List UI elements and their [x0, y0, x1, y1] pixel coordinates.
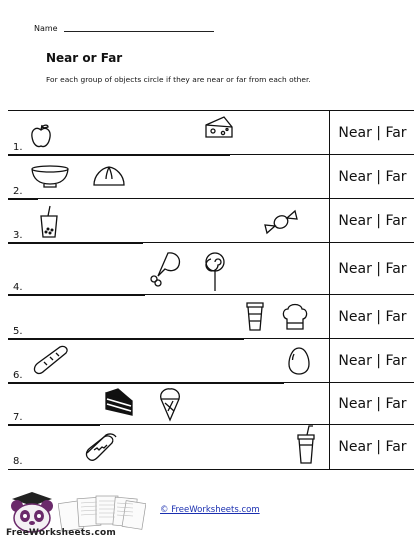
- row-number: 1.: [13, 142, 23, 153]
- row-number: 8.: [13, 456, 23, 467]
- worksheet-row-6: [8, 338, 414, 383]
- row-number: 5.: [13, 326, 23, 337]
- near-far-answer[interactable]: Near | Far: [329, 111, 415, 155]
- name-blank-rule[interactable]: [64, 31, 214, 32]
- objects-cell: [8, 199, 328, 243]
- bubble-tea-icon: [40, 206, 58, 238]
- objects-cell: [8, 339, 328, 383]
- objects-cell: [8, 295, 328, 339]
- coffee-cup-icon: [246, 301, 264, 331]
- footer: [0, 482, 416, 539]
- near-far-answer[interactable]: Near | Far: [329, 295, 415, 339]
- near-far-answer[interactable]: Near | Far: [329, 155, 415, 199]
- worksheet-row-7: [8, 382, 414, 425]
- worksheet-table: [8, 110, 414, 468]
- apple-icon: [30, 123, 52, 149]
- lollipop-icon: [204, 251, 226, 291]
- baguette-icon: [32, 345, 70, 375]
- brand-name: FreeWorksheets.com: [6, 528, 116, 538]
- near-far-answer[interactable]: Near | Far: [329, 339, 415, 383]
- name-label: Name: [34, 24, 58, 33]
- objects-cell: [8, 425, 328, 469]
- chicken-leg-icon: [148, 251, 182, 287]
- near-far-answer[interactable]: Near | Far: [329, 243, 415, 295]
- instructions: For each group of objects circle if they are near or far from each other.: [46, 75, 311, 84]
- row-number: 4.: [13, 282, 23, 293]
- chef-hat-icon: [282, 301, 308, 331]
- copyright-link[interactable]: © FreeWorksheets.com: [160, 505, 260, 515]
- bowl-icon: [30, 164, 70, 188]
- hot-dog-icon: [84, 433, 118, 463]
- worksheet-row-1: [8, 110, 414, 155]
- objects-cell: [8, 243, 328, 295]
- ice-cream-icon: [158, 387, 182, 421]
- dumpling-icon: [92, 163, 126, 189]
- near-far-answer[interactable]: Near | Far: [329, 383, 415, 425]
- soda-cup-icon: [296, 425, 316, 465]
- worksheet-row-3: [8, 198, 414, 243]
- row-number: 2.: [13, 186, 23, 197]
- name-line: [34, 24, 214, 33]
- near-far-answer[interactable]: Near | Far: [329, 425, 415, 469]
- objects-cell: [8, 383, 328, 425]
- near-far-answer[interactable]: Near | Far: [329, 199, 415, 243]
- egg-icon: [288, 347, 310, 375]
- row-number: 7.: [13, 412, 23, 423]
- row-number: 6.: [13, 370, 23, 381]
- worksheet-row-2: [8, 154, 414, 199]
- worksheet-row-8: [8, 424, 414, 470]
- cake-slice-icon: [104, 387, 136, 417]
- page-title: Near or Far: [46, 51, 123, 65]
- worksheet-row-4: [8, 242, 414, 295]
- row-number: 3.: [13, 230, 23, 241]
- cheese-icon: [204, 115, 234, 141]
- worksheet-row-5: [8, 294, 414, 339]
- objects-cell: [8, 155, 328, 199]
- candy-icon: [264, 209, 298, 235]
- objects-cell: [8, 111, 328, 155]
